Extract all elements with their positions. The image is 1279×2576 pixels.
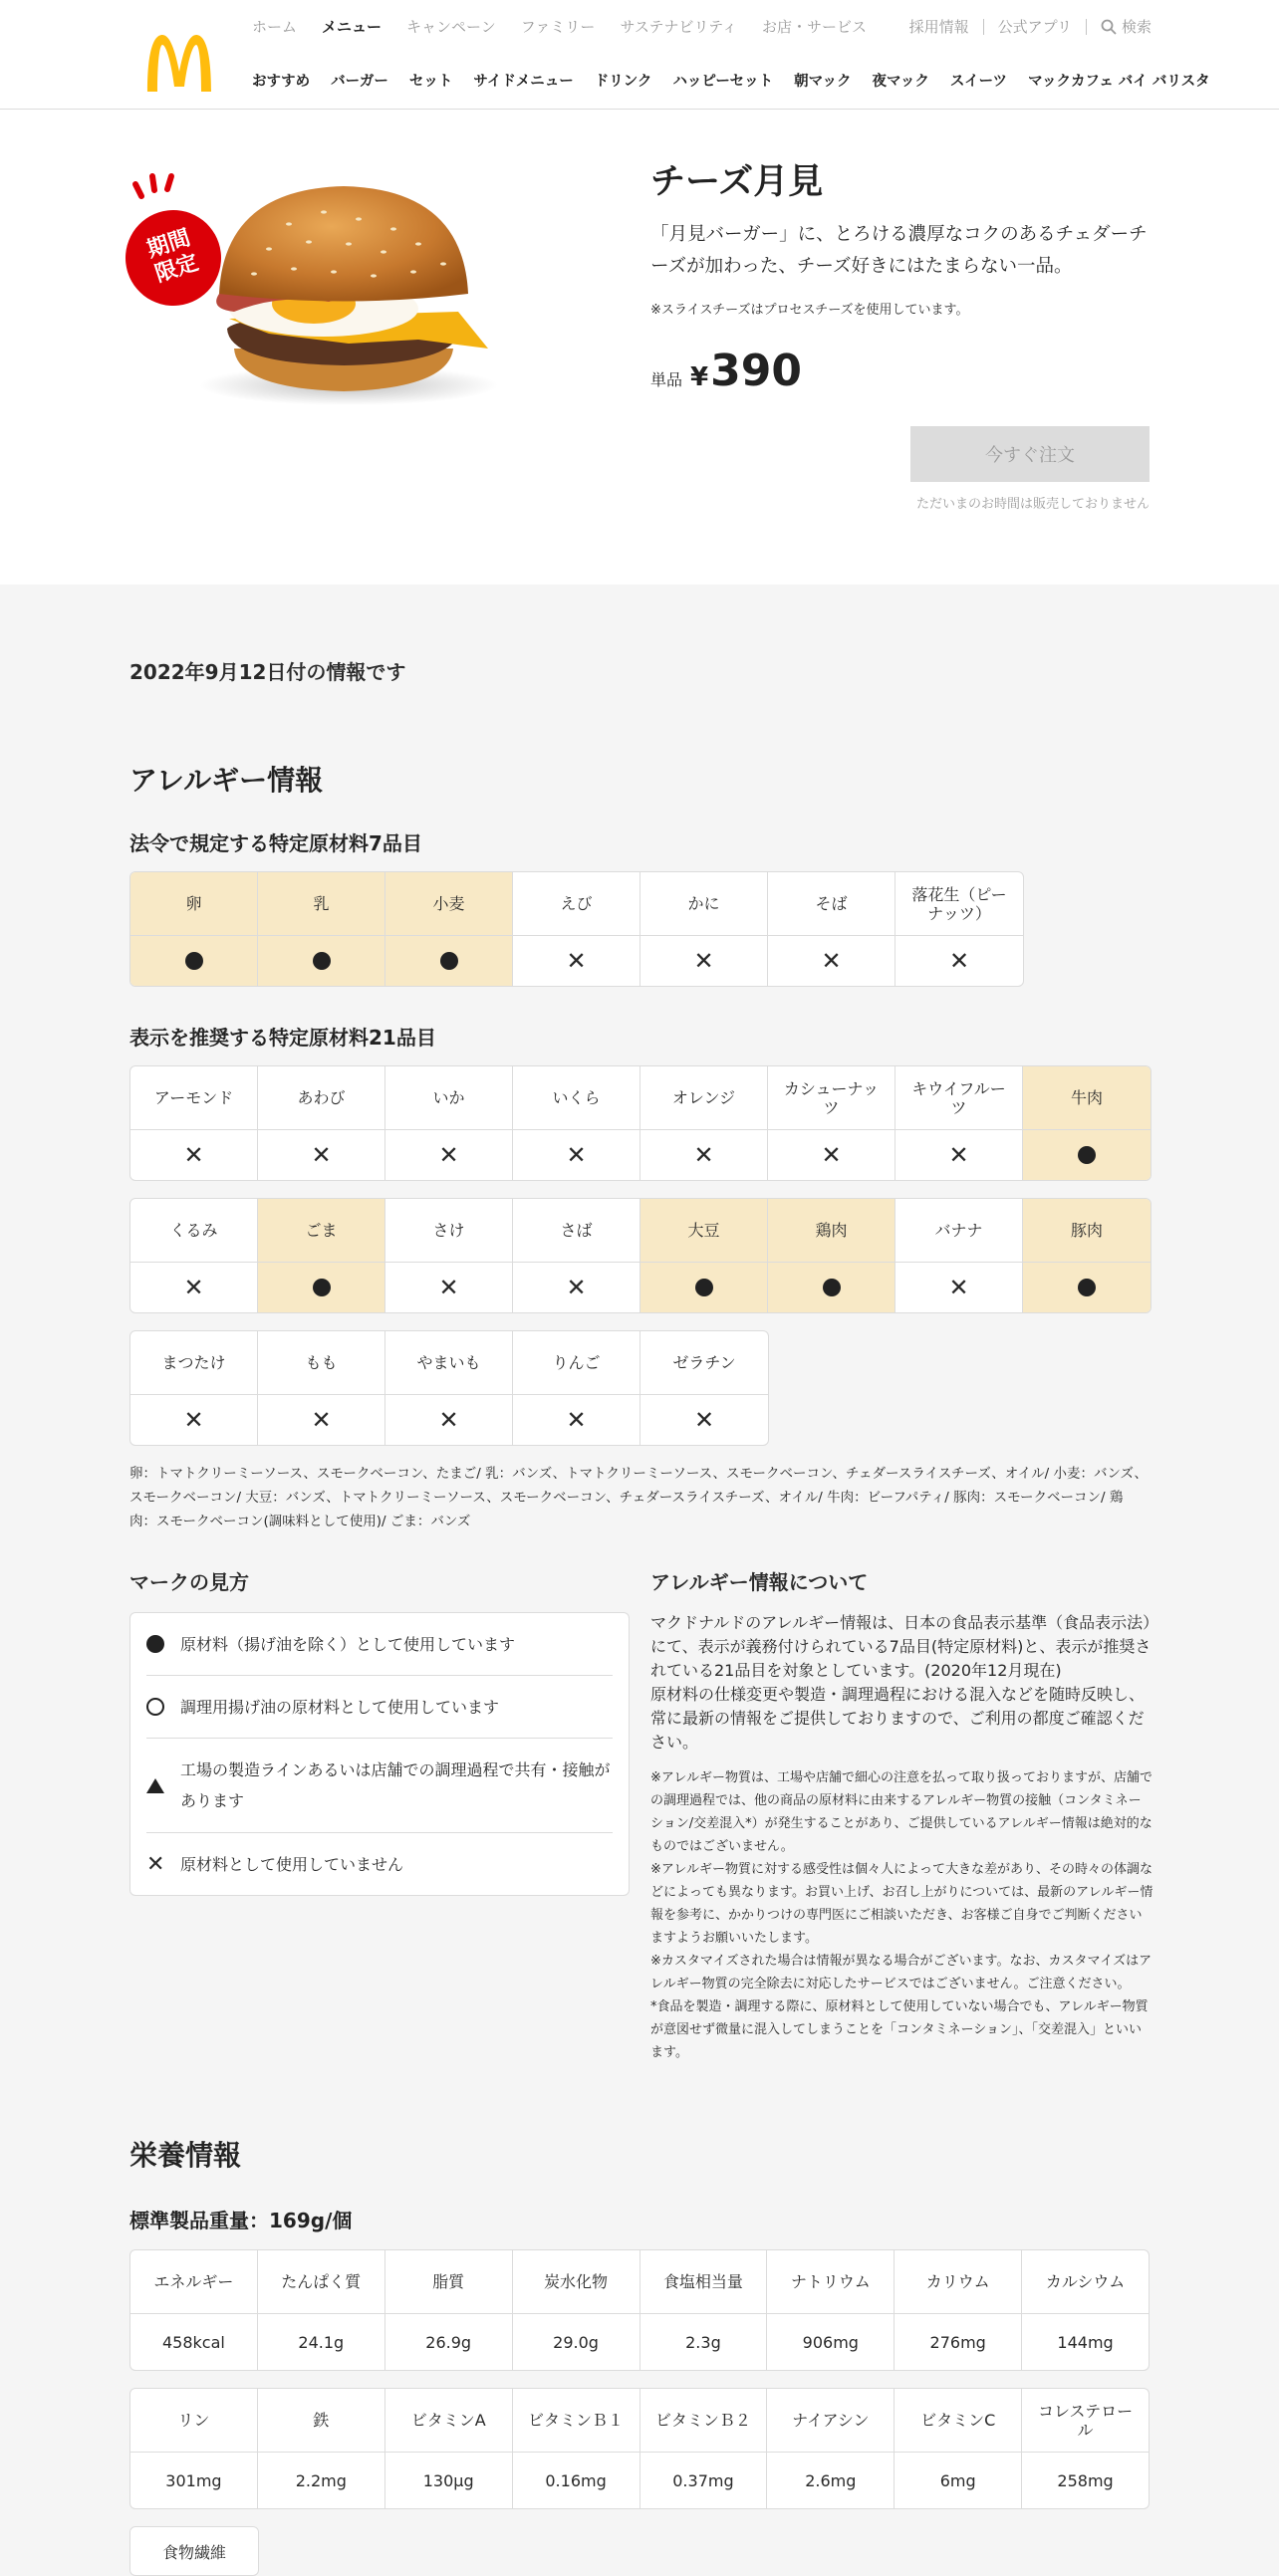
allergen-cell [768,1066,895,1180]
mark-row-used [146,1613,613,1676]
nutrient-name: ビタミンA [385,2389,512,2453]
divider [983,19,984,35]
nutrient-value: 2.2mg [295,2470,347,2490]
marks-heading: マークの見方 [129,1570,249,1594]
top-nav [252,16,867,37]
allergen-name: さけ [385,1199,512,1263]
site-header [0,0,1279,110]
allergen-cell [895,1066,1023,1180]
nutrient-value: 26.9g [425,2332,472,2352]
allergen-cell [258,872,385,986]
triangle-icon [146,1778,164,1793]
about-allergy-heading: アレルギー情報について [650,1570,869,1594]
allergen-name: くるみ [130,1199,257,1263]
allergen-cell [768,872,895,986]
allergen-cell [385,1331,513,1445]
nutrient-cell [258,2389,385,2508]
top-nav-campaign[interactable]: キャンペーン [406,18,496,36]
cross-icon: ✕ [566,1141,587,1169]
nutrient-name: エネルギー [130,2250,257,2314]
nutrient-cell [1022,2250,1149,2370]
cross-icon: ✕ [566,1274,587,1301]
cross-icon: ✕ [693,1141,714,1169]
recruit-link[interactable]: 採用情報 [908,18,969,36]
used-mark [640,1263,767,1312]
nutrient-cell [385,2389,513,2508]
allergen-name: そば [768,872,895,936]
allergen-name: いくら [513,1066,640,1130]
allergen-ingredients-note: 卵：トマトクリーミーソース、スモークベーコン、たまご/ 乳：バンズ、トマトクリーミーソース、スモークベーコン、チェダースライスチーズ、オイル/ 小麦：バンズ、スモークベーコン/ 大豆：バンズ、トマトクリーミーソース、スモークベーコン、チェダースライスチーズ、オイル/ 牛肉：ビーフパティ/ 豚肉：スモークベーコン/ 鶏肉：スモークベーコン(調味料として使用)/ ごま：バンズ [129,1466,1148,1529]
nutrient-value: 144mg [1057,2332,1114,2352]
nutrient-value: 2.3g [685,2332,721,2352]
allergen-name: まつたけ [130,1331,257,1395]
allergen-name: 豚肉 [1023,1199,1151,1263]
mark-row-frying-oil [146,1676,613,1739]
allergen-name: あわび [258,1066,384,1130]
not-used-mark [640,936,767,986]
nutrient-name: 鉄 [258,2389,384,2453]
allergen-cell [385,872,513,986]
subnav-recommended[interactable]: おすすめ [252,74,311,90]
search-button[interactable] [1101,16,1151,37]
allergen-cell [130,872,258,986]
nutrient-value: 0.37mg [672,2470,734,2490]
allergen-name: えび [513,872,640,936]
allergen-name: りんご [513,1331,640,1395]
allergen-name: オレンジ [640,1066,767,1130]
mark-text: 原材料として使用していません [180,1854,404,1874]
not-used-mark [258,1395,384,1445]
cross-icon: ✕ [183,1274,204,1301]
allergen-name: 卵 [130,872,257,936]
allergen-cell [513,1199,640,1312]
nutrient-value: 301mg [165,2470,222,2490]
mark-text: 工場の製造ラインあるいは店舗での調理過程で共有・接触があります [180,1760,611,1810]
nutrient-name: ビタミンＢ１ [513,2389,640,2453]
nutrient-value: 458kcal [162,2332,225,2352]
nutrient-cell [130,2389,258,2508]
allergen-name: ゼラチン [640,1331,768,1395]
top-nav-sustainability[interactable]: サステナビリティ [620,18,738,36]
utility-nav [909,16,1151,37]
not-used-mark [258,1130,384,1180]
open-circle-icon [146,1698,164,1716]
allergen-name: やまいも [385,1331,512,1395]
cross-icon: ✕ [821,947,842,975]
allergen-cell [258,1066,385,1180]
cross-icon: ✕ [693,947,714,975]
top-nav-family[interactable]: ファミリー [520,18,596,36]
allergen-cell [895,872,1023,986]
mcdonalds-logo-icon[interactable] [143,32,215,94]
search-label: 検索 [1121,18,1151,36]
filled-circle-icon [1078,1146,1096,1164]
nutrient-name: リン [130,2389,257,2453]
not-used-mark [130,1263,257,1312]
mark-text: 原材料（揚げ油を除く）として使用しています [180,1634,516,1654]
allergy-table-recommended-2 [129,1198,1151,1313]
not-used-mark [768,1130,895,1180]
nutrient-cell [513,2250,640,2370]
nutrient-name: 炭水化物 [513,2250,640,2314]
order-now-button[interactable]: 今すぐ注文 [910,426,1150,482]
not-used-mark [513,1395,640,1445]
allergen-cell [768,1199,895,1312]
divider [1086,19,1087,35]
allergen-cell [130,1066,258,1180]
cross-icon: ✕ [183,1141,204,1169]
order-unavailable-note: ただいまのお時間は販売しておりません [915,497,1150,512]
nutrient-value: 906mg [802,2332,859,2352]
mandatory-heading: 法令で規定する特定原材料7品目 [129,831,422,855]
filled-circle-icon [146,1635,164,1653]
cross-icon: ✕ [183,1406,204,1434]
not-used-mark [385,1395,512,1445]
cross-icon: ✕ [948,1274,969,1301]
top-nav-menu[interactable]: メニュー [322,18,383,36]
allergy-table-recommended-3 [129,1330,769,1446]
nutrient-name: たんぱく質 [258,2250,384,2314]
nutrient-name: カリウム [895,2250,1021,2314]
subnav-breakfast[interactable]: 朝マック [794,74,852,90]
allergen-name: 落花生（ピーナッツ） [895,872,1023,936]
cross-icon: ✕ [146,1851,165,1877]
allergy-heading: アレルギー情報 [129,764,324,797]
filled-circle-icon [313,952,331,970]
used-mark [768,1263,895,1312]
marks-legend [129,1612,630,1896]
nutrient-name: ナトリウム [767,2250,894,2314]
nutrient-name: カルシウム [1022,2250,1149,2314]
not-used-mark [130,1130,257,1180]
nutrient-cell [513,2389,640,2508]
allergen-name: キウイフルーツ [895,1066,1022,1130]
used-mark [1023,1130,1151,1180]
nutrient-value: 2.6mg [805,2470,857,2490]
allergen-name: いか [385,1066,512,1130]
allergen-cell [1023,1199,1151,1312]
not-used-mark [640,1395,768,1445]
menu-category-nav [252,70,1210,91]
cross-icon: ✕ [438,1141,459,1169]
filled-circle-icon [1078,1279,1096,1296]
mark-row-contamination [146,1739,613,1833]
cross-icon: ✕ [566,1406,587,1434]
nutrient-name: 食塩相当量 [640,2250,767,2314]
not-used-mark [385,1130,512,1180]
allergen-cell [385,1199,513,1312]
product-note: ※スライスチーズはプロセスチーズを使用しています。 [650,303,969,318]
used-mark [258,936,384,986]
allergen-name: かに [640,872,767,936]
nutrient-value: 130µg [422,2470,474,2490]
cross-icon: ✕ [438,1274,459,1301]
search-icon [1101,19,1117,35]
allergen-cell [130,1331,258,1445]
nutrient-name: ビタミンC [895,2389,1021,2453]
cross-icon: ✕ [311,1406,332,1434]
nutrient-cell [895,2389,1022,2508]
nutrient-cell [130,2250,258,2370]
filled-circle-icon [823,1279,841,1296]
allergen-name: もも [258,1331,384,1395]
allergen-cell [640,1199,768,1312]
price-label: 単品 [650,370,683,389]
product-description: 「月見バーガー」に、とろける濃厚なコクのあるチェダーチーズが加わった、チーズ好きにはたまらない一品。 [650,224,1148,277]
mark-row-not-used [146,1833,613,1895]
allergen-name: カシューナッツ [768,1066,895,1130]
allergen-name: 牛肉 [1023,1066,1151,1130]
nutrient-cell [258,2250,385,2370]
not-used-mark [130,1395,257,1445]
filled-circle-icon [695,1279,713,1296]
subnav-sweets[interactable]: スイーツ [949,74,1008,90]
not-used-mark [513,1130,640,1180]
nutrient-value: 276mg [929,2332,986,2352]
allergy-table-mandatory [129,871,1024,987]
mark-text: 調理用揚げ油の原材料として使用しています [180,1697,500,1717]
subnav-mccafe[interactable]: マックカフェ バイ バリスタ [1028,74,1210,90]
cross-icon: ✕ [311,1141,332,1169]
not-used-mark [385,1263,512,1312]
allergen-name: 乳 [258,872,384,936]
nutrient-cell [1022,2389,1149,2508]
allergen-name: ごま [258,1199,384,1263]
not-used-mark [513,936,640,986]
allergen-cell [1023,1066,1151,1180]
nutrient-cell [895,2250,1022,2370]
allergen-name: さば [513,1199,640,1263]
allergen-cell [513,1066,640,1180]
subnav-set[interactable]: セット [408,74,453,90]
nutrient-value: 6mg [939,2470,976,2490]
subnav-side[interactable]: サイドメニュー [473,74,574,90]
not-used-mark [895,936,1023,986]
cross-icon: ✕ [693,1406,715,1434]
not-used-mark [895,1263,1022,1312]
nutrient-cell [385,2250,513,2370]
nutrient-cell [767,2389,895,2508]
allergen-name: 小麦 [385,872,512,936]
top-nav-home[interactable]: ホーム [252,18,298,36]
allergen-cell [258,1199,385,1312]
about-allergy-text: マクドナルドのアレルギー情報は、日本の食品表示基準（食品表示法）にて、表示が義務付けられている7品目(特定原材料)と、表示が推奨されている21品目を対象としています。(2020年12月現在) 原材料の仕様変更や製造・調理過程における混入などを随時反映し、常に最新の情報をご提供しておりますので、ご利用の都度ご確認ください。 [650,1613,1151,1752]
used-mark [258,1263,384,1312]
top-nav-stores[interactable]: お店・サービス [762,18,868,36]
nutrient-name: ナイアシン [767,2389,894,2453]
allergen-name: バナナ [895,1199,1022,1263]
nutrient-value: 0.16mg [545,2470,607,2490]
official-app-link[interactable]: 公式アプリ [997,18,1072,36]
nutrient-value: 29.0g [553,2332,599,2352]
allergen-cell [130,1199,258,1312]
nutrition-heading: 栄養情報 [129,2139,242,2172]
used-mark [130,936,257,986]
used-mark [1023,1263,1151,1312]
allergen-name: 大豆 [640,1199,767,1263]
subnav-night[interactable]: 夜マック [872,74,929,90]
nutrient-cell [767,2250,895,2370]
cross-icon: ✕ [948,1141,969,1169]
badge-line-2: 限定 [151,250,202,288]
nutrient-name: 脂質 [385,2250,512,2314]
price-amount: 390 [710,346,802,396]
allergen-cell [385,1066,513,1180]
allergen-cell [513,872,640,986]
product-weight: 標準製品重量：169g/個 [129,2209,353,2232]
cross-icon: ✕ [566,947,587,975]
cross-icon: ✕ [821,1141,842,1169]
info-date: 2022年9月12日付の情報です [129,660,406,684]
nutrient-name: コレステロール [1022,2389,1149,2453]
nutrient-name: ビタミンＢ２ [640,2389,767,2453]
dietary-fiber-button[interactable]: 食物繊維 [129,2526,259,2576]
not-used-mark [895,1130,1022,1180]
nutrition-table-2 [129,2388,1150,2509]
filled-circle-icon [440,952,458,970]
allergen-cell [640,1331,768,1445]
product-title: チーズ月見 [650,162,824,202]
not-used-mark [640,1130,767,1180]
subnav-drink[interactable]: ドリンク [594,74,652,90]
nutrient-cell [640,2250,768,2370]
allergen-name: 鶏肉 [768,1199,895,1263]
allergen-cell [895,1199,1023,1312]
allergen-name: アーモンド [130,1066,257,1130]
filled-circle-icon [313,1279,331,1296]
subnav-burger[interactable]: バーガー [331,74,388,90]
allergen-cell [513,1331,640,1445]
filled-circle-icon [185,952,203,970]
cross-icon: ✕ [948,947,970,975]
allergen-cell [640,1066,768,1180]
badge-line-1: 期間 [143,225,194,263]
allergen-cell [258,1331,385,1445]
recommended-heading: 表示を推奨する特定原材料21品目 [129,1026,436,1050]
allergen-cell [640,872,768,986]
product-section [0,110,1279,585]
nutrition-table-1 [129,2249,1150,2371]
nutrient-cell [640,2389,768,2508]
allergy-table-recommended-1 [129,1065,1151,1181]
price-currency: ¥ [690,362,709,392]
product-price [650,346,802,396]
about-allergy-notes: ※アレルギー物質は、工場や店舗で細心の注意を払って取り扱っておりますが、店舗での調理過程では、他の商品の原材料に由来するアレルギー物質の接触（コンタミネーション/交差混入*）が発生することがあり、ご提供しているアレルギー情報は絶対的なものではございません。 ※アレルギー物質に対する感受性は個々人によって大きな差があり、その時々の体調などによっても異なります。お買い上げ、お召し上がりについては、最新のアレルギー情報を参考に、かかりつけの専門医にご相談いただき、お客様ご自身でご判断くださいますようお願いいたします。 ※カスタマイズされた場合は情報が異なる場合がございます。なお、カスタマイズはアレルギー物質の完全除去に対応したサービスではございません。ご注意ください。 *食品を製造・調理する際に、原材料として使用していない場合でも、アレルギー物質が意図せず微量に混入してしまうことを「コンタミネーション」、「交差混入」といいます。 [650,1770,1153,2060]
product-image [120,144,538,413]
cross-icon: ✕ [438,1406,459,1434]
used-mark [385,936,512,986]
nutrient-value: 258mg [1057,2470,1114,2490]
not-used-mark [768,936,895,986]
not-used-mark [513,1263,640,1312]
subnav-happy-set[interactable]: ハッピーセット [672,74,774,90]
nutrient-value: 24.1g [298,2332,345,2352]
